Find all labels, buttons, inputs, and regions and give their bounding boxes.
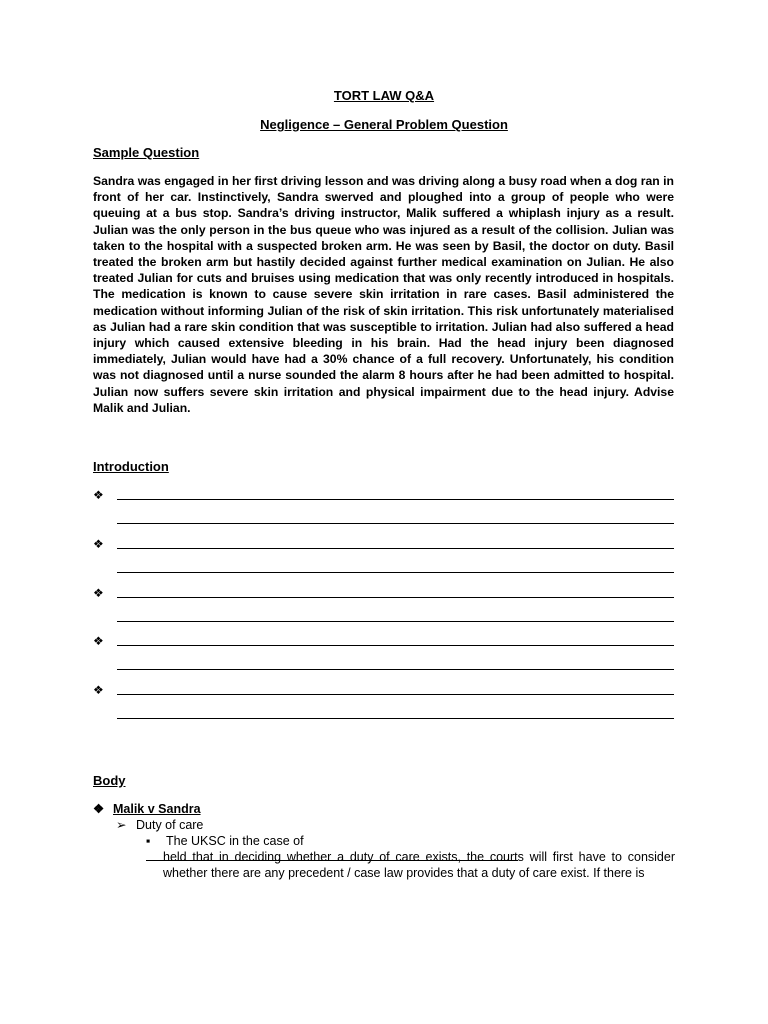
answer-line[interactable]	[117, 694, 674, 695]
diamond-bullet-icon: ❖	[93, 537, 104, 551]
malik-v-sandra-item	[93, 801, 201, 817]
answer-line[interactable]	[117, 499, 674, 500]
answer-line[interactable]	[117, 572, 674, 573]
answer-line[interactable]	[117, 669, 674, 670]
intro-line-5b	[93, 706, 674, 722]
intro-bullet-1	[93, 487, 674, 503]
answer-line[interactable]	[117, 718, 674, 719]
intro-line-3b	[93, 609, 674, 625]
answer-line[interactable]	[117, 548, 674, 549]
answer-line[interactable]	[117, 597, 674, 598]
document-subtitle: Negligence – General Problem Question	[260, 117, 508, 132]
introduction-heading: Introduction	[93, 459, 169, 474]
sample-question-heading: Sample Question	[93, 145, 200, 160]
diamond-bullet-icon: ❖	[93, 634, 104, 648]
diamond-bullet-icon: ❖	[93, 683, 104, 697]
intro-line-2b	[93, 560, 674, 576]
intro-line-4b	[93, 657, 674, 673]
arrow-bullet-icon: ➢	[116, 818, 127, 832]
intro-bullet-2	[93, 536, 674, 552]
intro-bullet-4	[93, 633, 674, 649]
square-bullet-icon: ▪	[146, 834, 151, 848]
duty-of-care-item	[116, 817, 203, 833]
intro-bullet-3	[93, 585, 674, 601]
uksc-text: The UKSC in the case of	[166, 834, 304, 848]
question-paragraph: Sandra was engaged in her first driving lesson and was driving along a busy road when a dog ran in front of her car. Instinctively, Sandra swerved and ploughed into a group of people who were queuing at a bus stop. Sandra’s driving instructor, Malik suffered a whiplash injury as a result. Julian was the only person in the bus queue who was injured as a result of the collision. Julian was taken to the hospital with a suspected broken arm. He was seen by Basil, the doctor on duty. Basil treated the broken arm but hastily decided against further medical examination on Julian. He also treated Julian for cuts and bruises using medication that was only recently introduced in hospitals. The medication is known to cause severe skin irritation in rare cases. Basil administered the medication without informing Julian of the risk of skin irritation. This risk unfortunately materialised as Julian had a rare skin condition that was susceptible to irritation. Julian had also suffered a head injury which caused extensive bleeding in his brain. Had the head injury been diagnosed immediately, Julian would have had a 30% chance of a full recovery. Unfortunately, his condition was not diagnosed until a nurse sounded the alarm 8 hours after he had been admitted to hospital. Julian now suffers severe skin irritation and physical impairment due to the head injury. Advise Malik and Julian.	[93, 174, 674, 415]
answer-line[interactable]	[117, 645, 674, 646]
answer-line[interactable]	[117, 523, 674, 524]
malik-v-sandra-label: Malik v Sandra	[113, 802, 201, 816]
document-title: TORT LAW Q&A	[333, 88, 435, 103]
duty-of-care-label: Duty of care	[136, 818, 204, 832]
intro-line-1b	[93, 511, 674, 527]
intro-bullet-5	[93, 682, 674, 698]
answer-line[interactable]	[117, 621, 674, 622]
body-heading: Body	[93, 773, 126, 788]
diamond-bullet-icon: ❖	[93, 488, 104, 502]
uksc-continuation: held that in deciding whether a duty of care exists, the courts will first have to consider whether there are any precedent / case law provides that a duty of care exist. If there is	[163, 850, 675, 880]
diamond-bullet-icon: ❖	[93, 802, 105, 816]
diamond-bullet-icon: ❖	[93, 586, 104, 600]
